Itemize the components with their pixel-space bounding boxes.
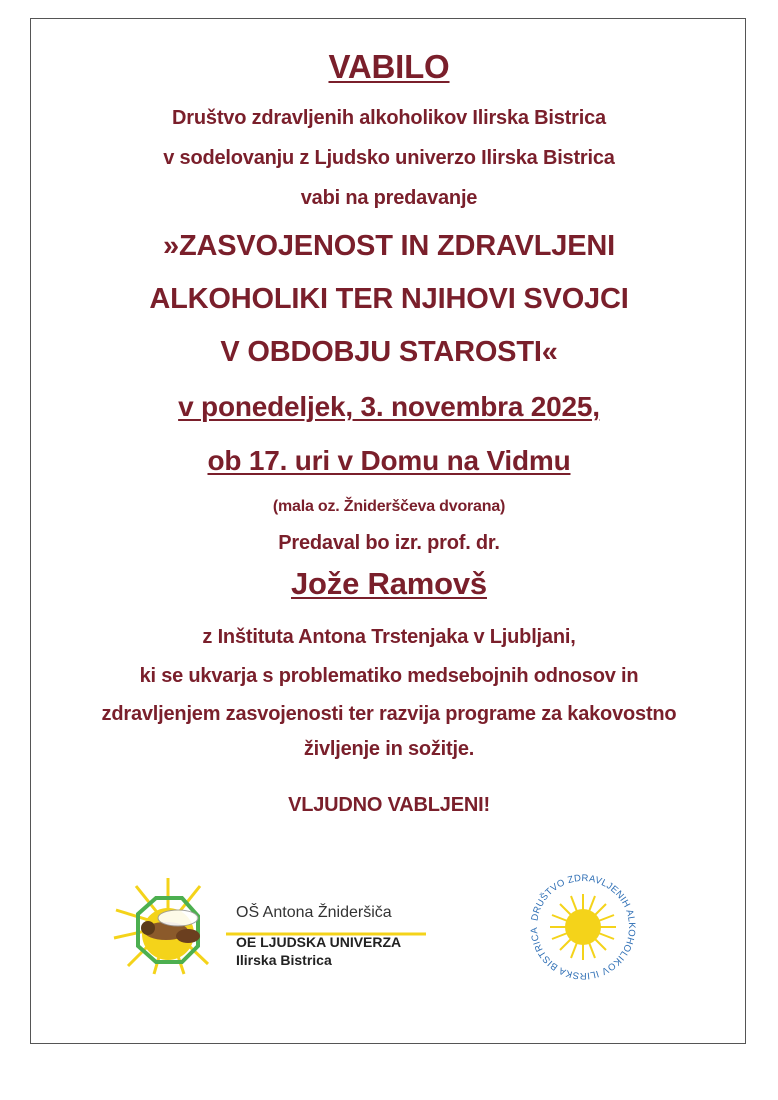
cooperation-line: v sodelovanju z Ljudsko univerzo Ilirska Bistrica	[163, 147, 615, 169]
description-line-2: zdravljenjem zasvojenosti ter razvija programe za kakovostno	[101, 703, 677, 725]
closing-line: VLJUDNO VABLJENI!	[288, 794, 490, 816]
invites-line: vabi na predavanje	[300, 187, 478, 209]
society-ring-text: DRUŠTVO ZDRAVLJENIH ALKOHOLIKOV ILIRSKA BISTRICA	[528, 872, 638, 982]
institute-line: z Inštituta Antona Trstenjaka v Ljubljani,	[202, 626, 576, 648]
lecture-title-line-3: V OBDOBJU STAROSTI«	[220, 336, 558, 368]
description-line-3: življenje in sožitje.	[303, 738, 475, 760]
date-line: v ponedeljek, 3. novembra 2025,	[178, 391, 600, 422]
school-unit: OE LJUDSKA UNIVERZA	[236, 934, 402, 950]
description-line-1: ki se ukvarja s problematiko medsebojnih odnosov in	[139, 665, 639, 687]
sun-bee-icon	[108, 876, 228, 976]
lecturer-intro: Predaval bo izr. prof. dr.	[278, 532, 500, 554]
lecture-title-line-1: »ZASVOJENOST IN ZDRAVLJENI	[163, 230, 615, 262]
society-logo	[524, 868, 642, 986]
sun-icon	[524, 868, 642, 986]
time-place-line: ob 17. uri v Domu na Vidmu	[207, 445, 571, 476]
room-line: (mala oz. Žniderščeva dvorana)	[272, 498, 506, 515]
school-place: Ilirska Bistrica	[236, 952, 332, 968]
heading: VABILO	[328, 48, 450, 85]
school-name: OŠ Antona Žnideršiča	[236, 904, 392, 921]
organizer-line: Društvo zdravljenih alkoholikov Ilirska Bistrica	[172, 107, 606, 129]
lecturer-name: Jože Ramovš	[291, 566, 487, 601]
lecture-title-line-2: ALKOHOLIKI TER NJIHOVI SVOJCI	[149, 283, 629, 315]
